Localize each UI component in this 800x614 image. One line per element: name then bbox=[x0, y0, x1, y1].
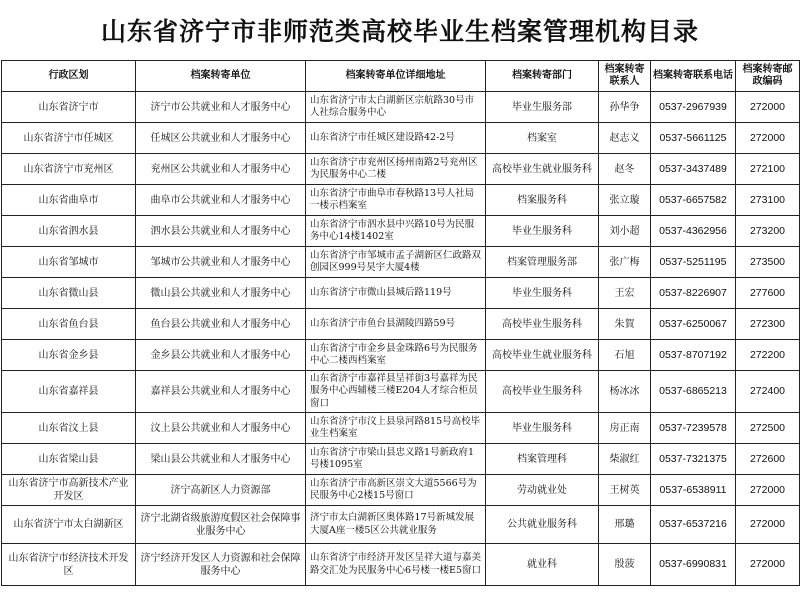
dept-cell: 就业科 bbox=[486, 544, 599, 586]
unit-cell: 济宁北湖省级旅游度假区社会保障事业服务中心 bbox=[136, 506, 306, 544]
address-cell: 山东省济宁市嘉祥县呈祥街3号嘉祥为民服务中心西辅楼三楼E204人才综合柜员窗口 bbox=[306, 371, 486, 413]
unit-cell: 任城区公共就业和人才服务中心 bbox=[136, 123, 306, 154]
phone-cell: 0537-4362956 bbox=[651, 216, 736, 247]
table-row bbox=[2, 278, 800, 309]
header-zip: 档案转寄邮政编码 bbox=[736, 61, 800, 92]
region-cell: 山东省济宁市兖州区 bbox=[2, 154, 136, 185]
contact-cell: 殷菠 bbox=[599, 544, 651, 586]
zip-cell: 272000 bbox=[736, 123, 800, 154]
contact-cell: 赵冬 bbox=[599, 154, 651, 185]
table-row bbox=[2, 506, 800, 544]
header-region: 行政区划 bbox=[2, 61, 136, 92]
contact-cell: 房正南 bbox=[599, 413, 651, 444]
table-row bbox=[2, 371, 800, 413]
header-contact: 档案转寄联系人 bbox=[599, 61, 651, 92]
region-cell: 山东省济宁市太白湖新区 bbox=[2, 506, 136, 544]
region-cell: 山东省鱼台县 bbox=[2, 309, 136, 340]
unit-cell: 嘉祥县公共就业和人才服务中心 bbox=[136, 371, 306, 413]
phone-cell: 0537-2967939 bbox=[651, 92, 736, 123]
phone-cell: 0537-7239578 bbox=[651, 413, 736, 444]
region-cell: 山东省邹城市 bbox=[2, 247, 136, 278]
table-row bbox=[2, 92, 800, 123]
unit-cell: 鱼台县公共就业和人才服务中心 bbox=[136, 309, 306, 340]
dept-cell: 档案管理服务部 bbox=[486, 247, 599, 278]
phone-cell: 0537-3437489 bbox=[651, 154, 736, 185]
dept-cell: 高校毕业生服务科 bbox=[486, 309, 599, 340]
unit-cell: 金乡县公共就业和人才服务中心 bbox=[136, 340, 306, 371]
phone-cell: 0537-7321375 bbox=[651, 444, 736, 475]
unit-cell: 济宁市公共就业和人才服务中心 bbox=[136, 92, 306, 123]
address-cell: 山东省济宁市太白湖新区宗航路30号市人社综合服务中心 bbox=[306, 92, 486, 123]
dept-cell: 毕业生服务科 bbox=[486, 413, 599, 444]
zip-cell: 277600 bbox=[736, 278, 800, 309]
phone-cell: 0537-6990831 bbox=[651, 544, 736, 586]
header-phone: 档案转寄联系电话 bbox=[651, 61, 736, 92]
header-address: 档案转寄单位详细地址 bbox=[306, 61, 486, 92]
phone-cell: 0537-6538911 bbox=[651, 475, 736, 506]
table-row bbox=[2, 309, 800, 340]
contact-cell: 孙华争 bbox=[599, 92, 651, 123]
unit-cell: 梁山县公共就业和人才服务中心 bbox=[136, 444, 306, 475]
table-row bbox=[2, 216, 800, 247]
contact-cell: 邢璐 bbox=[599, 506, 651, 544]
address-cell: 山东省济宁市梁山县忠义路1号新政府1号楼1095室 bbox=[306, 444, 486, 475]
table-row bbox=[2, 413, 800, 444]
contact-cell: 石旭 bbox=[599, 340, 651, 371]
table-row bbox=[2, 340, 800, 371]
dept-cell: 档案管理科 bbox=[486, 444, 599, 475]
contact-cell: 柴淑红 bbox=[599, 444, 651, 475]
phone-cell: 0537-5251195 bbox=[651, 247, 736, 278]
address-cell: 山东省济宁市曲阜市春秋路13号人社局一楼示档案室 bbox=[306, 185, 486, 216]
region-cell: 山东省嘉祥县 bbox=[2, 371, 136, 413]
phone-cell: 0537-6250067 bbox=[651, 309, 736, 340]
zip-cell: 272000 bbox=[736, 475, 800, 506]
archive-directory-table bbox=[1, 60, 800, 586]
region-cell: 山东省泗水县 bbox=[2, 216, 136, 247]
phone-cell: 0537-6865213 bbox=[651, 371, 736, 413]
address-cell: 山东省济宁市邹城市孟子湖新区仁政路双创园区999号昊宇大厦4楼 bbox=[306, 247, 486, 278]
address-cell: 山东省济宁市金乡县金珠路6号为民服务中心二楼西档案室 bbox=[306, 340, 486, 371]
unit-cell: 微山县公共就业和人才服务中心 bbox=[136, 278, 306, 309]
zip-cell: 272500 bbox=[736, 413, 800, 444]
region-cell: 山东省汶上县 bbox=[2, 413, 136, 444]
table-row bbox=[2, 185, 800, 216]
address-cell: 山东省济宁市兖州区扬州南路2号兖州区为民服务中心二楼 bbox=[306, 154, 486, 185]
contact-cell: 杨冰冰 bbox=[599, 371, 651, 413]
unit-cell: 济宁高新区人力资源部 bbox=[136, 475, 306, 506]
unit-cell: 兖州区公共就业和人才服务中心 bbox=[136, 154, 306, 185]
dept-cell: 毕业生服务部 bbox=[486, 92, 599, 123]
header-dept: 档案转寄部门 bbox=[486, 61, 599, 92]
contact-cell: 赵志义 bbox=[599, 123, 651, 154]
zip-cell: 272000 bbox=[736, 92, 800, 123]
dept-cell: 档案室 bbox=[486, 123, 599, 154]
header-unit: 档案转寄单位 bbox=[136, 61, 306, 92]
dept-cell: 档案服务科 bbox=[486, 185, 599, 216]
table-row bbox=[2, 247, 800, 278]
region-cell: 山东省济宁市经济技术开发区 bbox=[2, 544, 136, 586]
header-row bbox=[2, 61, 800, 92]
unit-cell: 泗水县公共就业和人才服务中心 bbox=[136, 216, 306, 247]
phone-cell: 0537-8707192 bbox=[651, 340, 736, 371]
phone-cell: 0537-6537216 bbox=[651, 506, 736, 544]
address-cell: 山东省济宁市经济开发区呈祥大道与嘉美路交汇处为民服务中心6号楼一楼E5窗口 bbox=[306, 544, 486, 586]
zip-cell: 272400 bbox=[736, 371, 800, 413]
zip-cell: 273500 bbox=[736, 247, 800, 278]
region-cell: 山东省微山县 bbox=[2, 278, 136, 309]
contact-cell: 张广梅 bbox=[599, 247, 651, 278]
dept-cell: 毕业生服务科 bbox=[486, 278, 599, 309]
table-row bbox=[2, 475, 800, 506]
region-cell: 山东省梁山县 bbox=[2, 444, 136, 475]
dept-cell: 劳动就业处 bbox=[486, 475, 599, 506]
dept-cell: 毕业生服务科 bbox=[486, 216, 599, 247]
zip-cell: 272300 bbox=[736, 309, 800, 340]
region-cell: 山东省金乡县 bbox=[2, 340, 136, 371]
zip-cell: 272000 bbox=[736, 544, 800, 586]
region-cell: 山东省曲阜市 bbox=[2, 185, 136, 216]
phone-cell: 0537-6657582 bbox=[651, 185, 736, 216]
dept-cell: 公共就业服务科 bbox=[486, 506, 599, 544]
unit-cell: 曲阜市公共就业和人才服务中心 bbox=[136, 185, 306, 216]
zip-cell: 273100 bbox=[736, 185, 800, 216]
unit-cell: 济宁经济开发区人力资源和社会保障服务中心 bbox=[136, 544, 306, 586]
region-cell: 山东省济宁市 bbox=[2, 92, 136, 123]
address-cell: 山东省济宁市汶上县泉河路815号高校毕业生档案室 bbox=[306, 413, 486, 444]
contact-cell: 刘小超 bbox=[599, 216, 651, 247]
table-row bbox=[2, 154, 800, 185]
address-cell: 山东省济宁市微山县城后路119号 bbox=[306, 278, 486, 309]
phone-cell: 0537-5661125 bbox=[651, 123, 736, 154]
address-cell: 山东省济宁市任城区建设路42-2号 bbox=[306, 123, 486, 154]
address-cell: 济宁市太白湖新区奥体路17号新城发展大厦A座一楼5区公共就业服务 bbox=[306, 506, 486, 544]
table-row bbox=[2, 544, 800, 586]
dept-cell: 高校毕业生就业服务科 bbox=[486, 154, 599, 185]
zip-cell: 272600 bbox=[736, 444, 800, 475]
table-row bbox=[2, 123, 800, 154]
address-cell: 山东省济宁市泗水县中兴路10号为民服务中心14楼1402室 bbox=[306, 216, 486, 247]
phone-cell: 0537-8226907 bbox=[651, 278, 736, 309]
region-cell: 山东省济宁市任城区 bbox=[2, 123, 136, 154]
contact-cell: 王宏 bbox=[599, 278, 651, 309]
zip-cell: 272200 bbox=[736, 340, 800, 371]
contact-cell: 朱賀 bbox=[599, 309, 651, 340]
zip-cell: 272100 bbox=[736, 154, 800, 185]
contact-cell: 张立璇 bbox=[599, 185, 651, 216]
dept-cell: 高校毕业生服务科 bbox=[486, 371, 599, 413]
contact-cell: 王树英 bbox=[599, 475, 651, 506]
zip-cell: 272000 bbox=[736, 506, 800, 544]
address-cell: 山东省济宁市高新区崇文大道5566号为民服务中心2楼15号窗口 bbox=[306, 475, 486, 506]
zip-cell: 273200 bbox=[736, 216, 800, 247]
unit-cell: 邹城市公共就业和人才服务中心 bbox=[136, 247, 306, 278]
table-row bbox=[2, 444, 800, 475]
unit-cell: 汶上县公共就业和人才服务中心 bbox=[136, 413, 306, 444]
address-cell: 山东省济宁市鱼台县湖陵四路59号 bbox=[306, 309, 486, 340]
region-cell: 山东省济宁市高新技术产业开发区 bbox=[2, 475, 136, 506]
dept-cell: 高校毕业生就业服务科 bbox=[486, 340, 599, 371]
document-title: 山东省济宁市非师范类高校毕业生档案管理机构目录 bbox=[100, 17, 699, 46]
